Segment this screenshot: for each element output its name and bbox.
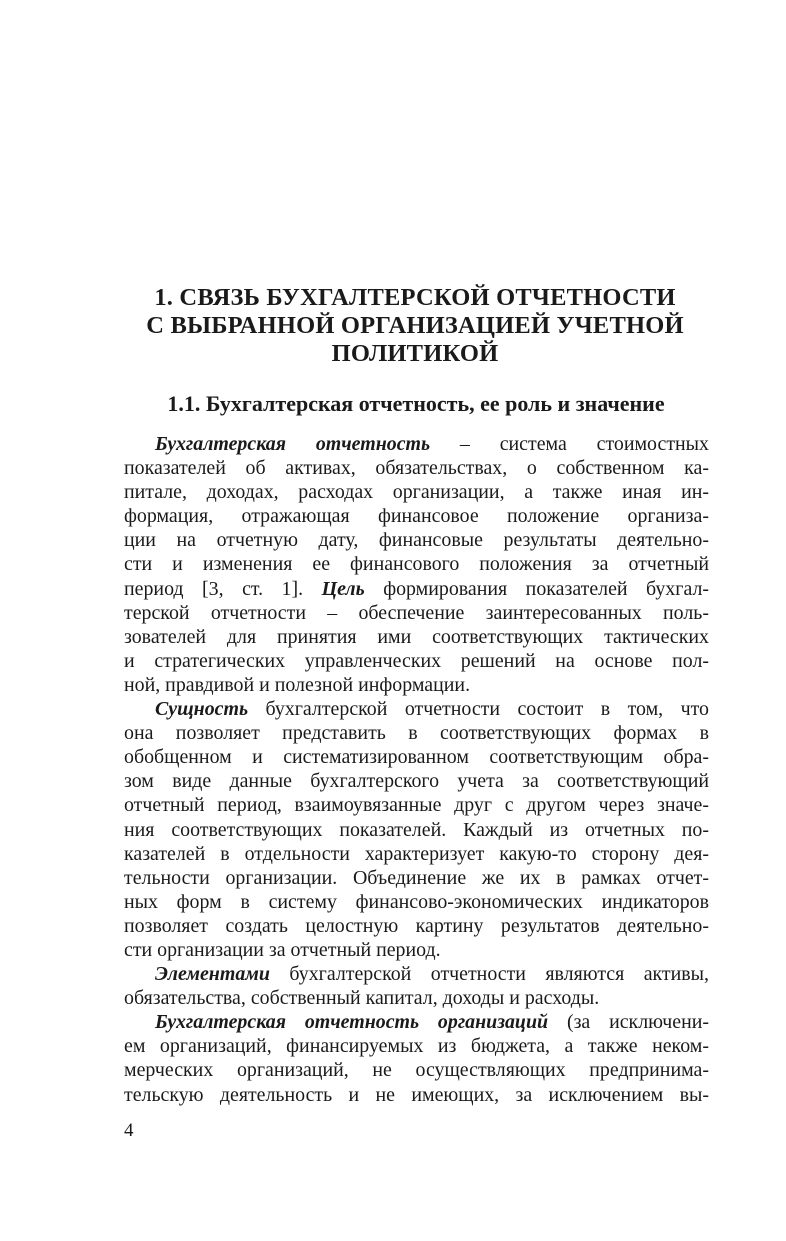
section-title: 1.1. Бухгалтерская отчетность, ее роль и значение [167,391,665,416]
body-text [124,432,709,1107]
body-text-fragment: бухгалтерской отчетности состоит в том, что [248,698,709,721]
body-line [124,721,709,745]
chapter-title-line: ПОЛИТИКОЙ [331,340,499,367]
body-text-fragment: ния соответствующих показателей. Каждый из отчетных по- [124,818,709,841]
body-text-fragment: ции на отчетную дату, финансовые результаты деятельно- [124,529,709,552]
body-line [124,649,709,673]
body-text-fragment: отчетный период, взаимоувязанные друг с другом через значе- [124,794,709,817]
body-line [124,793,709,817]
body-text-fragment: показателей об активах, обязательствах, о собственном ка- [124,457,709,480]
body-text-fragment: формирования показателей бухгал- [364,577,709,600]
body-line [124,866,709,890]
body-text-fragment: ных форм в систему финансово-экономических индикаторов [124,890,709,913]
emphasized-term: Элементами [155,963,270,986]
body-text-fragment: формация, отражающая финансовое положение организа- [124,505,709,528]
body-line [124,577,709,601]
emphasized-term: Бухгалтерская отчетность организаций [155,1011,549,1034]
body-line [124,552,709,576]
body-text-fragment: ной, правдивой и полезной информации. [124,673,471,696]
body-line [124,480,709,504]
body-text-fragment: ем организаций, финансируемых из бюджета, а также неком- [124,1035,709,1058]
body-line [124,673,709,697]
body-text-fragment: зом виде данные бухгалтерского учета за соответствующий [124,770,709,793]
body-text-fragment: питале, доходах, расходах организации, а также иная ин- [124,481,709,504]
body-line [124,528,709,552]
body-text-fragment: (за исключени- [548,1011,709,1034]
body-line [124,769,709,793]
body-text-fragment: казателей в отдельности характеризует какую-то сторону дея- [124,842,709,865]
body-line [124,890,709,914]
body-text-fragment: позволяет создать целостную картину результатов деятельно- [124,914,709,937]
body-line [124,818,709,842]
body-line [124,432,709,456]
chapter-title-line: 1. СВЯЗЬ БУХГАЛТЕРСКОЙ ОТЧЕТНОСТИ [154,284,676,311]
body-text-fragment: сти организации за отчетный период. [124,938,441,961]
body-line [124,456,709,480]
body-line [124,842,709,866]
body-text-fragment: период [3, ст. 1]. [124,577,322,600]
body-text-fragment: она позволяет представить в соответствующих формах в [124,722,709,745]
body-line [124,1058,709,1082]
body-text-fragment: терской отчетности – обеспечение заинтересованных поль- [124,601,709,624]
page-number: 4 [124,1120,134,1141]
body-text-fragment: сти и изменения ее финансового положения за отчетный [124,553,709,576]
emphasized-term: Сущность [155,698,249,721]
body-line [124,601,709,625]
body-line [124,1010,709,1034]
body-text-fragment: мерческих организаций, не осуществляющих предпринима- [124,1059,709,1082]
body-line [124,938,709,962]
body-line [124,1034,709,1058]
body-text-fragment: обобщенном и систематизированном соответствующим обра- [124,746,709,769]
body-line [124,625,709,649]
body-line [124,962,709,986]
emphasized-term: Бухгалтерская отчетность [155,433,431,455]
body-text-fragment: бухгалтерской отчетности являются активы, [269,963,709,986]
body-line [124,745,709,769]
body-text-fragment: – система стоимостных [430,433,709,455]
body-text-fragment: тельности организации. Объединение же их в рамках отчет- [124,866,709,889]
body-line [124,1083,709,1107]
body-text-fragment: и стратегических управленческих решений на основе пол- [124,649,709,672]
body-line [124,697,709,721]
body-text-fragment: зователей для принятия ими соответствующих тактических [124,625,709,648]
chapter-title [110,284,720,368]
body-line [124,504,709,528]
body-text-fragment: тельскую деятельность и не имеющих, за исключением вы- [124,1083,709,1106]
body-line [124,986,709,1010]
body-text-fragment: обязательства, собственный капитал, доходы и расходы. [124,987,600,1010]
emphasized-term: Цель [321,577,365,600]
body-line [124,914,709,938]
chapter-title-line: С ВЫБРАННОЙ ОРГАНИЗАЦИЕЙ УЧЕТНОЙ [146,312,684,339]
